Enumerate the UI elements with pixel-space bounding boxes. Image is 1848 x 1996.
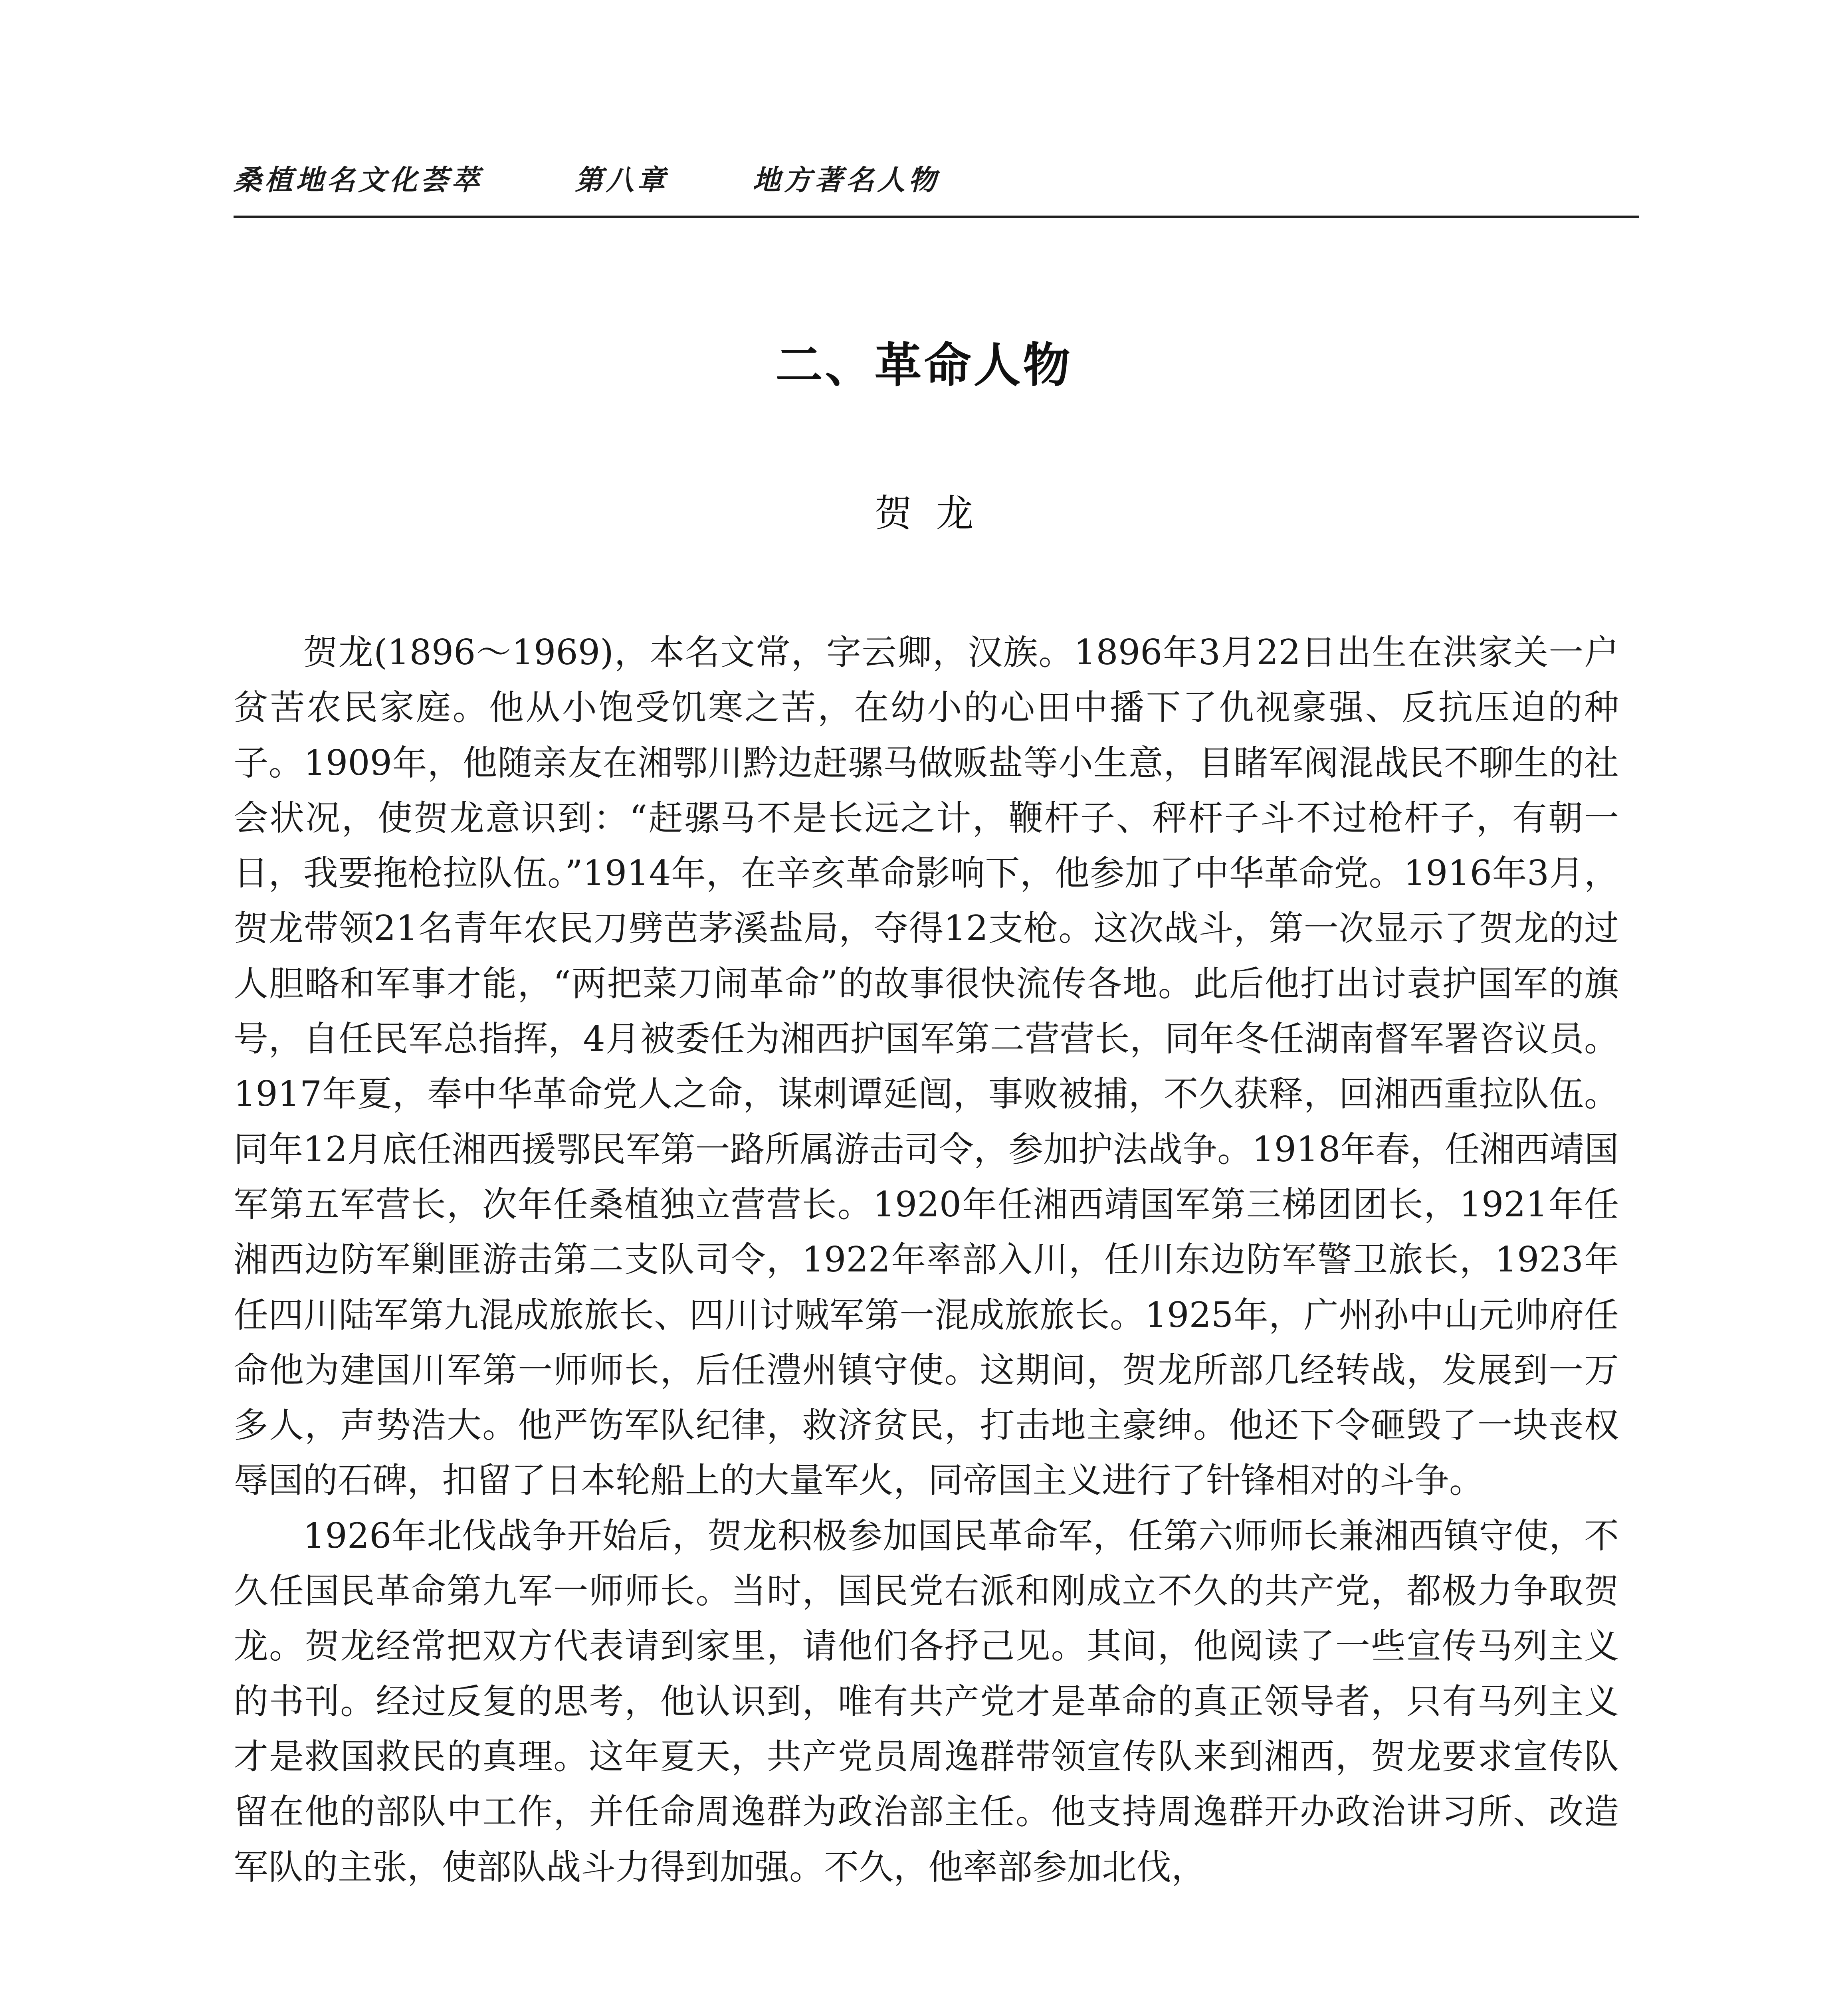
section-title: 二、革命人物 (775, 338, 1073, 393)
header-chapter-title: 地方著名人物 (753, 163, 939, 196)
paragraph: 1926年北伐战争开始后，贺龙积极参加国民革命军，任第六师师长兼湘西镇守使，不久任国民革命第九军一师师长。当时，国民党右派和刚成立不久的共产党，都极力争取贺龙。贺龙经常把双方代表请到家里，请他们各抒己见。其间，他阅读了一些宣传马列主义的书刊。经过反复的思考，他认识到，唯有共产党才是革命的真正领导者，只有马列主义才是救国救民的真理。这年夏天，共产党员周逸群带领宣传队来到湘西，贺龙要求宣传队留在他的部队中工作，并任命周逸群为政治部主任。他支持周逸群开办政治讲习所、改造军队的主张，使部队战斗力得到加强。不久，他率部参加北伐， (234, 1515, 1619, 1887)
header-divider (234, 216, 1639, 218)
running-header (234, 158, 1631, 202)
person-name-heading: 贺龙 (874, 492, 998, 535)
header-book-title: 桑植地名文化荟萃 (234, 163, 483, 196)
paragraph: 贺龙(1896～1969)，本名文常，字云卿，汉族。1896年3月22日出生在洪家关一户贫苦农民家庭。他从小饱受饥寒之苦，在幼小的心田中播下了仇视豪强、反抗压迫的种子。1909年，他随亲友在湘鄂川黔边赶骡马做贩盐等小生意，目睹军阀混战民不聊生的社会状况，使贺龙意识到：“赶骡马不是长远之计，鞭杆子、秤杆子斗不过枪杆子，有朝一日，我要拖枪拉队伍。”1914年，在辛亥革命影响下，他参加了中华革命党。1916年3月，贺龙带领21名青年农民刀劈芭茅溪盐局，夺得12支枪。这次战斗，第一次显示了贺龙的过人胆略和军事才能，“两把菜刀闹革命”的故事很快流传各地。此后他打出讨袁护国军的旗号，自任民军总指挥，4月被委任为湘西护国军第二营营长，同年冬任湖南督军署咨议员。1917年夏，奉中华革命党人之命，谋刺谭延闿，事败被捕，不久获释，回湘西重拉队伍。同年12月底任湘西援鄂民军第一路所属游击司令，参加护法战争。1918年春，任湘西靖国军第五军营长，次年任桑植独立营营长。1920年任湘西靖国军第三梯团团长，1921年任湘西边防军剿匪游击第二支队司令，1922年率部入川，任川东边防军警卫旅长，1923年任四川陆军第九混成旅旅长、四川讨贼军第一混成旅旅长。1925年，广州孙中山元帅府任命他为建国川军第一师师长，后任澧州镇守使。这期间，贺龙所部几经转战，发展到一万多人，声势浩大。他严饬军队纪律，救济贫民，打击地主豪绅。他还下令砸毁了一块丧权辱国的石碑，扣留了日本轮船上的大量军火，同帝国主义进行了针锋相对的斗争。 (234, 632, 1619, 1501)
header-chapter: 第八章 (575, 163, 668, 196)
article-body (234, 625, 1619, 1895)
